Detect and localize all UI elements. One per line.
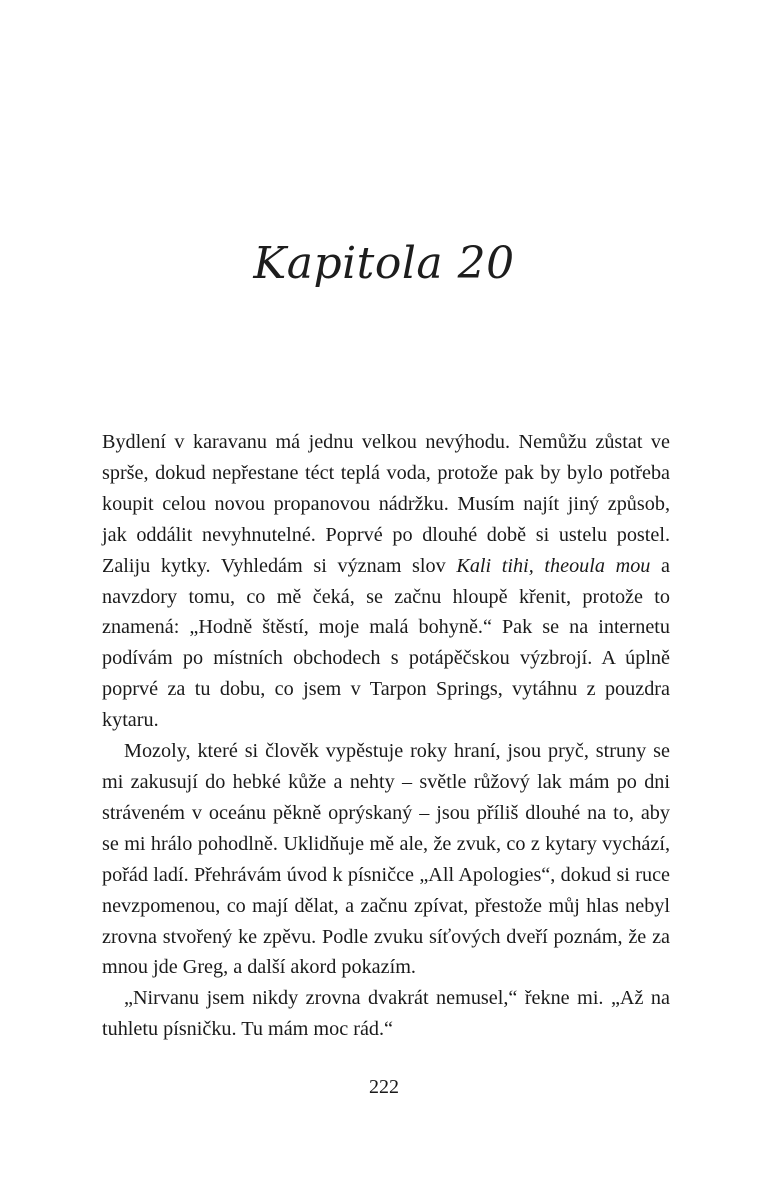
paragraph-1-text-start: Bydlení v karavanu má jednu velkou nevýhodu. Nemůžu zůstat ve sprše, dokud nepřestane téct teplá voda, protože pak by bylo potřeba koupit celou novou propanovou nádržku. Musím najít jiný způsob, jak oddálit nevyhnutelné. Poprvé po dlouhé době si ustelu postel. Zaliju kytky. Vyhledám si význam slov: [102, 431, 670, 577]
paragraph-1-text-end: a navzdory tomu, co mě čeká, se začnu hloupě křenit, protože to znamená: „Hodně štěstí, moje malá bohyně.“ Pak se na internetu podívám po místních obchodech s potápěčskou výzbrojí. A úplně poprvé za tu dobu, co jsem v Tarpon Springs, vytáhnu z pouzdra kytaru.: [102, 554, 671, 732]
paragraph-1-italic-phrase: Kali tihi, theoula mou: [456, 554, 651, 577]
body-text: [102, 427, 670, 1045]
paragraph-1: [102, 427, 670, 736]
paragraph-2: Mozoly, které si člověk vypěstuje roky hraní, jsou pryč, struny se mi zakusují do hebké kůže a nehty – světle růžový lak mám po dni stráveném v oceánu pěkně oprýskaný – jsou příliš dlouhé na to, aby se mi hrálo pohodlně. Uklidňuje mě ale, že zvuk, co z kytary vychází, pořád ladí. Přehrávám úvod k písničce „All Apologies“, dokud si ruce nevzpomenou, co mají dělat, a začnu zpívat, přestože můj hlas nebyl zrovna stvořený ke zpěvu. Podle zvuku síťových dveří poznám, že za mnou jde Greg, a další akord pokazím.: [102, 740, 670, 979]
page-number: 222: [369, 1076, 399, 1098]
paragraph-3: „Nirvanu jsem nikdy zrovna dvakrát nemusel,“ řekne mi. „Až na tuhletu písničku. Tu mám moc rád.“: [102, 987, 670, 1041]
chapter-title: Kapitola 20: [253, 238, 515, 289]
